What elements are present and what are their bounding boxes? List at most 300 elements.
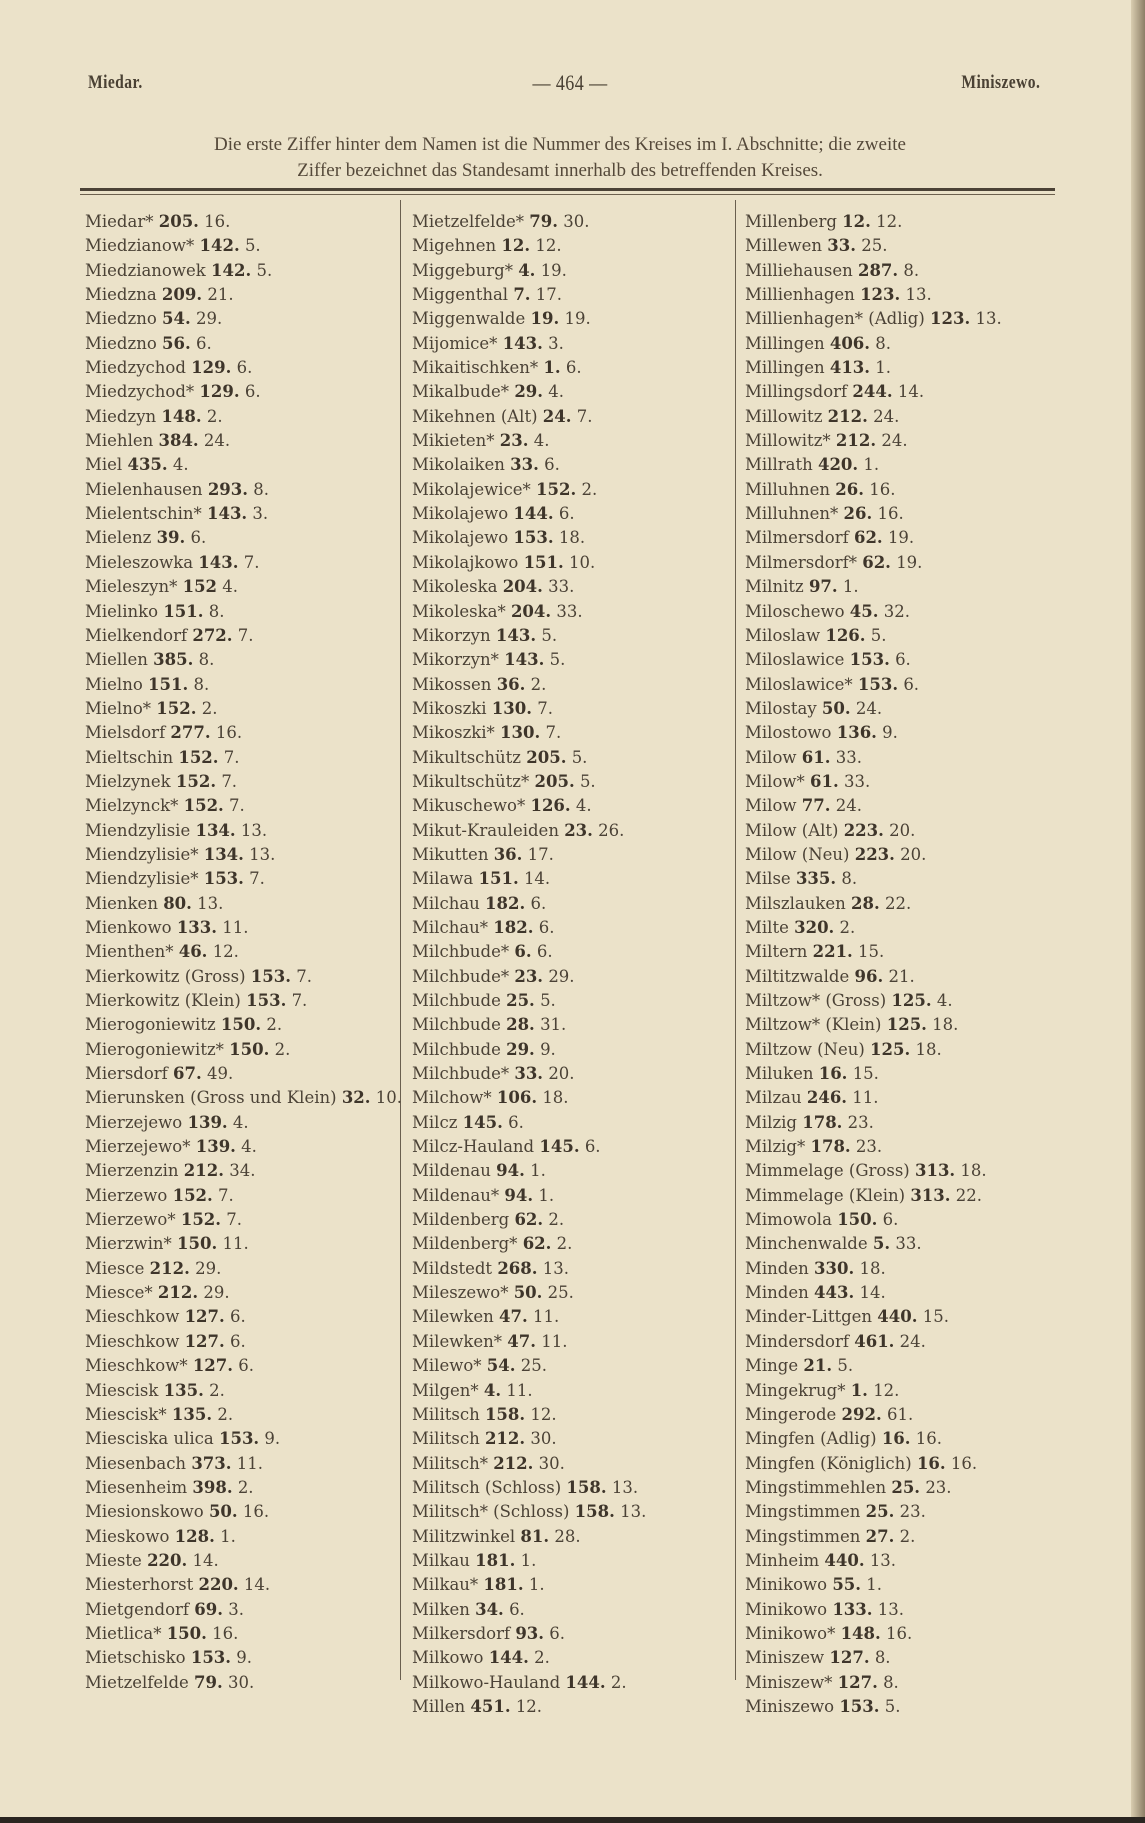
index-entry bbox=[745, 380, 1075, 404]
standesamt-number: 22. bbox=[955, 1185, 982, 1205]
kreis-number: 1. bbox=[543, 358, 561, 378]
index-entry bbox=[745, 1427, 1075, 1451]
index-entry bbox=[85, 1208, 409, 1232]
standesamt-number: 11. bbox=[541, 1331, 568, 1351]
index-entry bbox=[85, 380, 409, 404]
place-name: Miendzylisie* bbox=[85, 869, 199, 889]
place-name: Mikoszki bbox=[412, 698, 487, 718]
standesamt-number: 2. bbox=[217, 1404, 234, 1424]
standesamt-number: 6. bbox=[190, 528, 207, 548]
place-name: Mikoszki* bbox=[412, 723, 495, 743]
kreis-number: 136. bbox=[836, 723, 877, 743]
standesamt-number: 11. bbox=[222, 1234, 249, 1254]
standesamt-number: 25. bbox=[520, 1356, 547, 1376]
place-name: Mielzynek bbox=[85, 771, 171, 791]
kreis-number: 79. bbox=[529, 212, 558, 231]
index-entry bbox=[745, 1257, 1075, 1281]
place-name: Mimowola bbox=[745, 1210, 832, 1230]
standesamt-number: 11. bbox=[236, 1453, 263, 1473]
index-entry bbox=[85, 1525, 409, 1549]
index-entry bbox=[412, 380, 732, 404]
scan-bottom-edge bbox=[0, 1817, 1145, 1823]
index-entry bbox=[85, 332, 409, 356]
standesamt-number: 13. bbox=[620, 1502, 647, 1522]
kreis-number: 126. bbox=[530, 796, 571, 816]
place-name: Mierzenzin bbox=[85, 1161, 179, 1181]
place-name: Milow (Neu) bbox=[745, 844, 850, 864]
index-entry bbox=[412, 1013, 732, 1037]
index-entry bbox=[745, 405, 1075, 429]
place-name: Mingfen (Adlig) bbox=[745, 1429, 877, 1449]
kreis-number: 205. bbox=[534, 771, 575, 791]
index-entry bbox=[745, 965, 1075, 989]
place-name: Mietlica* bbox=[85, 1623, 162, 1643]
kreis-number: 384. bbox=[158, 431, 199, 451]
index-entry bbox=[85, 259, 409, 283]
place-name: Milzig* bbox=[745, 1137, 806, 1157]
standesamt-number: 14. bbox=[243, 1575, 271, 1595]
index-column-1 bbox=[85, 210, 405, 1695]
kreis-number: 50. bbox=[208, 1502, 238, 1522]
place-name: Milkowo bbox=[412, 1648, 484, 1668]
standesamt-number: 2. bbox=[610, 1672, 627, 1692]
standesamt-number: 19. bbox=[896, 552, 923, 572]
kreis-number: 27. bbox=[865, 1526, 895, 1546]
header-rule-thin bbox=[80, 194, 1055, 195]
kreis-number: 145. bbox=[462, 1112, 503, 1132]
kreis-number: 420. bbox=[817, 455, 859, 475]
standesamt-number: 4. bbox=[172, 455, 189, 475]
standesamt-number: 20. bbox=[900, 844, 927, 864]
standesamt-number: 14. bbox=[859, 1283, 886, 1303]
standesamt-number: 17. bbox=[527, 844, 554, 864]
index-entry bbox=[412, 673, 732, 697]
index-entry bbox=[745, 1573, 1075, 1597]
kreis-number: 398. bbox=[192, 1477, 233, 1497]
kreis-number: 129. bbox=[199, 382, 240, 402]
place-name: Milkowo-Hauland bbox=[412, 1672, 561, 1692]
kreis-number: 55. bbox=[832, 1575, 862, 1595]
standesamt-number: 23. bbox=[925, 1477, 952, 1497]
place-name: Mieleszyn* bbox=[85, 577, 178, 597]
index-entry bbox=[412, 770, 732, 794]
index-entry bbox=[85, 1257, 409, 1281]
standesamt-number: 19. bbox=[540, 260, 567, 280]
kreis-number: 28. bbox=[506, 1015, 535, 1035]
index-entry bbox=[85, 843, 409, 867]
standesamt-number: 19. bbox=[887, 528, 915, 548]
index-entry bbox=[745, 332, 1075, 356]
standesamt-number: 2. bbox=[209, 1380, 225, 1400]
standesamt-number: 49. bbox=[207, 1064, 234, 1084]
index-entry bbox=[745, 502, 1075, 526]
index-entry bbox=[745, 1330, 1075, 1354]
place-name: Minikowo bbox=[745, 1599, 828, 1619]
standesamt-number: 9. bbox=[264, 1429, 281, 1449]
index-entry bbox=[85, 453, 409, 477]
index-entry bbox=[412, 210, 732, 234]
index-entry bbox=[745, 1646, 1075, 1670]
standesamt-number: 8. bbox=[208, 601, 225, 621]
kreis-number: 153. bbox=[849, 650, 890, 670]
index-entry bbox=[85, 794, 409, 818]
kreis-number: 80. bbox=[163, 893, 192, 913]
kreis-number: 127. bbox=[184, 1331, 225, 1351]
index-entry bbox=[412, 794, 732, 818]
kreis-number: 67. bbox=[173, 1064, 202, 1084]
header-rule bbox=[80, 188, 1055, 191]
place-name: Mienthen* bbox=[85, 942, 174, 962]
index-entry bbox=[412, 356, 732, 380]
kreis-number: 313. bbox=[914, 1161, 956, 1181]
place-name: Mielenz bbox=[85, 528, 152, 548]
index-entry bbox=[745, 1671, 1075, 1695]
kreis-number: 62. bbox=[514, 1210, 544, 1230]
place-name: Mierzejewo bbox=[85, 1112, 183, 1132]
place-name: Militsch bbox=[412, 1404, 480, 1424]
standesamt-number: 12. bbox=[535, 236, 562, 256]
place-name: Mielzynck* bbox=[85, 796, 179, 816]
index-entry bbox=[85, 746, 409, 770]
kreis-number: 212. bbox=[157, 1283, 199, 1303]
index-entry bbox=[745, 819, 1075, 843]
index-entry bbox=[745, 794, 1075, 818]
place-name: Miltzow* (Gross) bbox=[745, 991, 887, 1010]
kreis-number: 152 bbox=[182, 577, 218, 597]
place-name: Miescisk bbox=[85, 1380, 159, 1400]
index-entry bbox=[412, 551, 732, 575]
place-name: Miesenheim bbox=[85, 1477, 188, 1497]
index-entry bbox=[85, 648, 409, 672]
index-entry bbox=[412, 1525, 732, 1549]
place-name: Milchau* bbox=[412, 917, 489, 937]
place-name: Mietzelfelde bbox=[85, 1672, 189, 1692]
standesamt-number: 24. bbox=[899, 1331, 926, 1351]
kreis-number: 158. bbox=[484, 1404, 526, 1424]
standesamt-number: 2. bbox=[274, 1039, 291, 1059]
index-entry bbox=[412, 502, 732, 526]
index-entry bbox=[412, 819, 732, 843]
index-entry bbox=[745, 1062, 1075, 1086]
kreis-number: 150. bbox=[177, 1234, 218, 1254]
standesamt-number: 7. bbox=[226, 1210, 243, 1230]
index-entry bbox=[85, 1135, 409, 1159]
index-entry bbox=[412, 892, 732, 916]
kreis-number: 1. bbox=[850, 1380, 868, 1400]
index-entry bbox=[745, 1086, 1075, 1110]
place-name: Militsch* bbox=[412, 1453, 488, 1473]
index-entry bbox=[412, 1598, 732, 1622]
kreis-number: 205. bbox=[526, 747, 567, 767]
kreis-number: 148. bbox=[161, 406, 202, 426]
index-entry bbox=[412, 1330, 732, 1354]
kreis-number: 130. bbox=[500, 723, 541, 743]
standesamt-number: 18. bbox=[915, 1039, 942, 1059]
place-name: Milostay bbox=[745, 698, 817, 718]
standesamt-number: 6. bbox=[895, 650, 911, 670]
index-entry bbox=[412, 1281, 732, 1305]
place-name: Mikalbude* bbox=[412, 382, 510, 402]
place-name: Mierzewo bbox=[85, 1185, 168, 1205]
kreis-number: 151. bbox=[478, 869, 519, 889]
kreis-number: 313. bbox=[910, 1185, 951, 1205]
place-name: Miniszew* bbox=[745, 1672, 833, 1692]
place-name: Milewken* bbox=[412, 1331, 502, 1351]
standesamt-number: 4. bbox=[241, 1137, 257, 1157]
kreis-number: 443. bbox=[814, 1283, 855, 1303]
index-entry bbox=[85, 307, 409, 331]
standesamt-number: 13. bbox=[869, 1550, 897, 1570]
page-number: — 464 — bbox=[532, 70, 608, 95]
place-name: Miesionskowo bbox=[85, 1502, 204, 1522]
place-name: Minder-Littgen bbox=[745, 1307, 873, 1327]
standesamt-number: 5. bbox=[541, 625, 558, 645]
place-name: Miloslawice bbox=[745, 650, 845, 670]
place-name: Mieste bbox=[85, 1550, 142, 1570]
kreis-number: 151. bbox=[163, 601, 204, 621]
place-name: Milcz bbox=[412, 1112, 458, 1132]
index-entry bbox=[745, 234, 1075, 258]
standesamt-number: 5. bbox=[244, 236, 261, 256]
index-entry bbox=[412, 989, 732, 1013]
kreis-number: 152. bbox=[175, 771, 217, 791]
kreis-number: 4. bbox=[518, 260, 536, 280]
place-name: Milkau bbox=[412, 1550, 470, 1570]
kreis-number: 277. bbox=[170, 723, 211, 743]
place-name: Miniszew bbox=[745, 1648, 825, 1668]
index-entry bbox=[412, 916, 732, 940]
place-name: Miltitzwalde bbox=[745, 966, 850, 986]
standesamt-number: 12. bbox=[876, 212, 903, 231]
place-name: Miehlen bbox=[85, 431, 154, 451]
column-divider bbox=[735, 200, 736, 1680]
place-name: Mingstimmen bbox=[745, 1502, 861, 1522]
kreis-number: 151. bbox=[148, 674, 189, 694]
place-name: Miedzna bbox=[85, 285, 157, 305]
place-name: Milmersdorf bbox=[745, 528, 849, 548]
kreis-number: 125. bbox=[870, 1039, 911, 1059]
index-entry bbox=[85, 940, 409, 964]
standesamt-number: 9. bbox=[540, 1039, 556, 1059]
standesamt-number: 7. bbox=[243, 552, 260, 572]
place-name: Mikuschewo* bbox=[412, 796, 526, 816]
place-name: Militzwinkel bbox=[412, 1526, 516, 1546]
index-entry bbox=[85, 551, 409, 575]
kreis-number: 152. bbox=[178, 747, 219, 767]
place-name: Minge bbox=[745, 1356, 799, 1376]
kreis-number: 143. bbox=[198, 552, 239, 572]
place-name: Miesenbach bbox=[85, 1453, 187, 1473]
kreis-number: 139. bbox=[187, 1112, 228, 1132]
place-name: Milawa bbox=[412, 869, 474, 889]
kreis-number: 56. bbox=[162, 333, 191, 353]
standesamt-number: 2. bbox=[899, 1526, 916, 1546]
kreis-number: 212. bbox=[484, 1429, 526, 1449]
kreis-number: 335. bbox=[795, 869, 837, 889]
kreis-number: 127. bbox=[837, 1672, 878, 1692]
kreis-number: 204. bbox=[510, 601, 552, 621]
kreis-number: 182. bbox=[493, 917, 534, 937]
kreis-number: 142. bbox=[211, 260, 252, 280]
index-column-2 bbox=[412, 210, 732, 1719]
standesamt-number: 1. bbox=[863, 455, 880, 475]
standesamt-number: 1. bbox=[530, 1161, 546, 1181]
place-name: Mienken bbox=[85, 893, 158, 913]
index-entry bbox=[85, 405, 409, 429]
index-entry bbox=[745, 867, 1075, 891]
standesamt-number: 2. bbox=[206, 406, 223, 426]
page-edge bbox=[1131, 0, 1145, 1823]
index-entry bbox=[745, 356, 1075, 380]
standesamt-number: 23. bbox=[847, 1112, 874, 1132]
kreis-number: 94. bbox=[496, 1161, 525, 1181]
standesamt-number: 17. bbox=[535, 285, 563, 305]
place-name: Miggeburg* bbox=[412, 260, 513, 280]
place-name: Millingen bbox=[745, 333, 825, 353]
kreis-number: 29. bbox=[514, 382, 544, 402]
index-entry bbox=[745, 1695, 1075, 1719]
kreis-number: 25. bbox=[506, 991, 535, 1010]
index-entry bbox=[745, 551, 1075, 575]
standesamt-number: 31. bbox=[540, 1015, 567, 1035]
kreis-number: 33. bbox=[827, 236, 856, 256]
standesamt-number: 11. bbox=[852, 1088, 879, 1108]
kreis-number: 330. bbox=[814, 1258, 855, 1278]
standesamt-number: 1. bbox=[538, 1185, 555, 1205]
index-entry bbox=[85, 1086, 409, 1110]
standesamt-number: 5. bbox=[837, 1356, 854, 1376]
place-name: Mildstedt bbox=[412, 1258, 493, 1278]
standesamt-number: 6. bbox=[508, 1112, 524, 1132]
index-entry bbox=[412, 1427, 732, 1451]
index-entry bbox=[412, 1476, 732, 1500]
index-entry bbox=[85, 1549, 409, 1573]
kreis-number: 153. bbox=[250, 966, 291, 986]
kreis-number: 181. bbox=[475, 1550, 516, 1570]
place-name: Mielkendorf bbox=[85, 625, 188, 645]
kreis-number: 61. bbox=[810, 771, 839, 791]
place-name: Militsch* (Schloss) bbox=[412, 1502, 570, 1522]
kreis-number: 440. bbox=[877, 1307, 918, 1327]
standesamt-number: 3. bbox=[548, 333, 564, 353]
kreis-number: 79. bbox=[194, 1672, 223, 1692]
place-name: Mikossen bbox=[412, 674, 492, 694]
place-name: Miltern bbox=[745, 942, 808, 962]
kreis-number: 19. bbox=[530, 309, 560, 329]
place-name: Milluhnen bbox=[745, 479, 830, 499]
kreis-number: 62. bbox=[853, 528, 883, 548]
standesamt-number: 8. bbox=[903, 260, 920, 280]
place-name: Milchau bbox=[412, 893, 480, 913]
index-entry bbox=[412, 526, 732, 550]
kreis-number: 5. bbox=[872, 1234, 891, 1254]
place-name: Milzig bbox=[745, 1112, 797, 1132]
place-name: Mikultschütz bbox=[412, 747, 521, 767]
standesamt-number: 13. bbox=[877, 1599, 905, 1619]
kreis-number: 209. bbox=[161, 285, 203, 305]
kreis-number: 246. bbox=[806, 1088, 848, 1108]
place-name: Mikoleska* bbox=[412, 601, 506, 621]
index-entry bbox=[412, 843, 732, 867]
place-name: Miendzylisie* bbox=[85, 844, 199, 864]
place-name: Mierkowitz (Gross) bbox=[85, 966, 246, 986]
kreis-number: 223. bbox=[843, 820, 884, 840]
kreis-number: 268. bbox=[497, 1258, 538, 1278]
place-name: Milchbude bbox=[412, 1015, 501, 1035]
place-name: Milszlauken bbox=[745, 893, 846, 913]
standesamt-number: 13. bbox=[611, 1477, 639, 1497]
kreis-number: 182. bbox=[485, 893, 526, 913]
standesamt-number: 6. bbox=[903, 674, 920, 694]
index-entry bbox=[85, 1354, 409, 1378]
standesamt-number: 1. bbox=[875, 358, 892, 378]
place-name: Miendzylisie bbox=[85, 820, 191, 840]
kreis-number: 36. bbox=[496, 674, 526, 694]
index-entry bbox=[85, 1646, 409, 1670]
index-entry bbox=[412, 746, 732, 770]
place-name: Mieschkow bbox=[85, 1307, 180, 1327]
standesamt-number: 25. bbox=[547, 1283, 574, 1303]
index-entry bbox=[412, 1695, 732, 1719]
index-entry bbox=[85, 916, 409, 940]
place-name: Milchbude bbox=[412, 991, 501, 1010]
kreis-number: 32. bbox=[341, 1088, 371, 1108]
index-entry bbox=[745, 1281, 1075, 1305]
index-entry bbox=[412, 1208, 732, 1232]
kreis-number: 23. bbox=[514, 966, 544, 986]
kreis-number: 7. bbox=[513, 285, 531, 305]
kreis-number: 221. bbox=[812, 942, 853, 962]
kreis-number: 97. bbox=[808, 577, 838, 597]
place-name: Migehnen bbox=[412, 236, 497, 256]
standesamt-number: 20. bbox=[889, 820, 916, 840]
standesamt-number: 7. bbox=[537, 698, 553, 718]
standesamt-number: 5. bbox=[579, 771, 596, 791]
standesamt-number: 4. bbox=[575, 796, 592, 816]
kreis-number: 153. bbox=[218, 1429, 260, 1449]
place-name: Miedzianow* bbox=[85, 236, 195, 256]
kreis-number: 28. bbox=[851, 893, 880, 913]
index-entry bbox=[85, 575, 409, 599]
standesamt-number: 21. bbox=[207, 285, 234, 305]
kreis-number: 94. bbox=[504, 1185, 534, 1205]
index-entry bbox=[412, 453, 732, 477]
standesamt-number: 25. bbox=[861, 236, 888, 256]
standesamt-number: 15. bbox=[852, 1064, 879, 1084]
index-column-3 bbox=[745, 210, 1075, 1719]
kreis-number: 144. bbox=[513, 504, 554, 524]
index-entry bbox=[745, 1111, 1075, 1135]
standesamt-number: 6. bbox=[244, 382, 261, 402]
kreis-number: 123. bbox=[860, 285, 901, 305]
place-name: Mikaitischken* bbox=[412, 358, 539, 378]
kreis-number: 144. bbox=[565, 1672, 606, 1692]
place-name: Miesce* bbox=[85, 1283, 153, 1303]
index-entry bbox=[745, 1159, 1075, 1183]
place-name: Miellen bbox=[85, 650, 148, 670]
index-entry bbox=[745, 1500, 1075, 1524]
place-name: Millowitz* bbox=[745, 431, 831, 451]
standesamt-number: 14. bbox=[897, 382, 925, 402]
index-entry bbox=[412, 1305, 732, 1329]
kreis-number: 151. bbox=[523, 552, 564, 572]
kreis-number: 33. bbox=[510, 455, 539, 475]
index-entry bbox=[745, 989, 1075, 1013]
kreis-number: 406. bbox=[829, 333, 871, 353]
standesamt-number: 16. bbox=[869, 479, 896, 499]
place-name: Milkau* bbox=[412, 1575, 479, 1595]
note-line: Die erste Ziffer hinter dem Namen ist die Nummer des Kreises im I. Abschnitte; die zweite bbox=[214, 134, 906, 155]
